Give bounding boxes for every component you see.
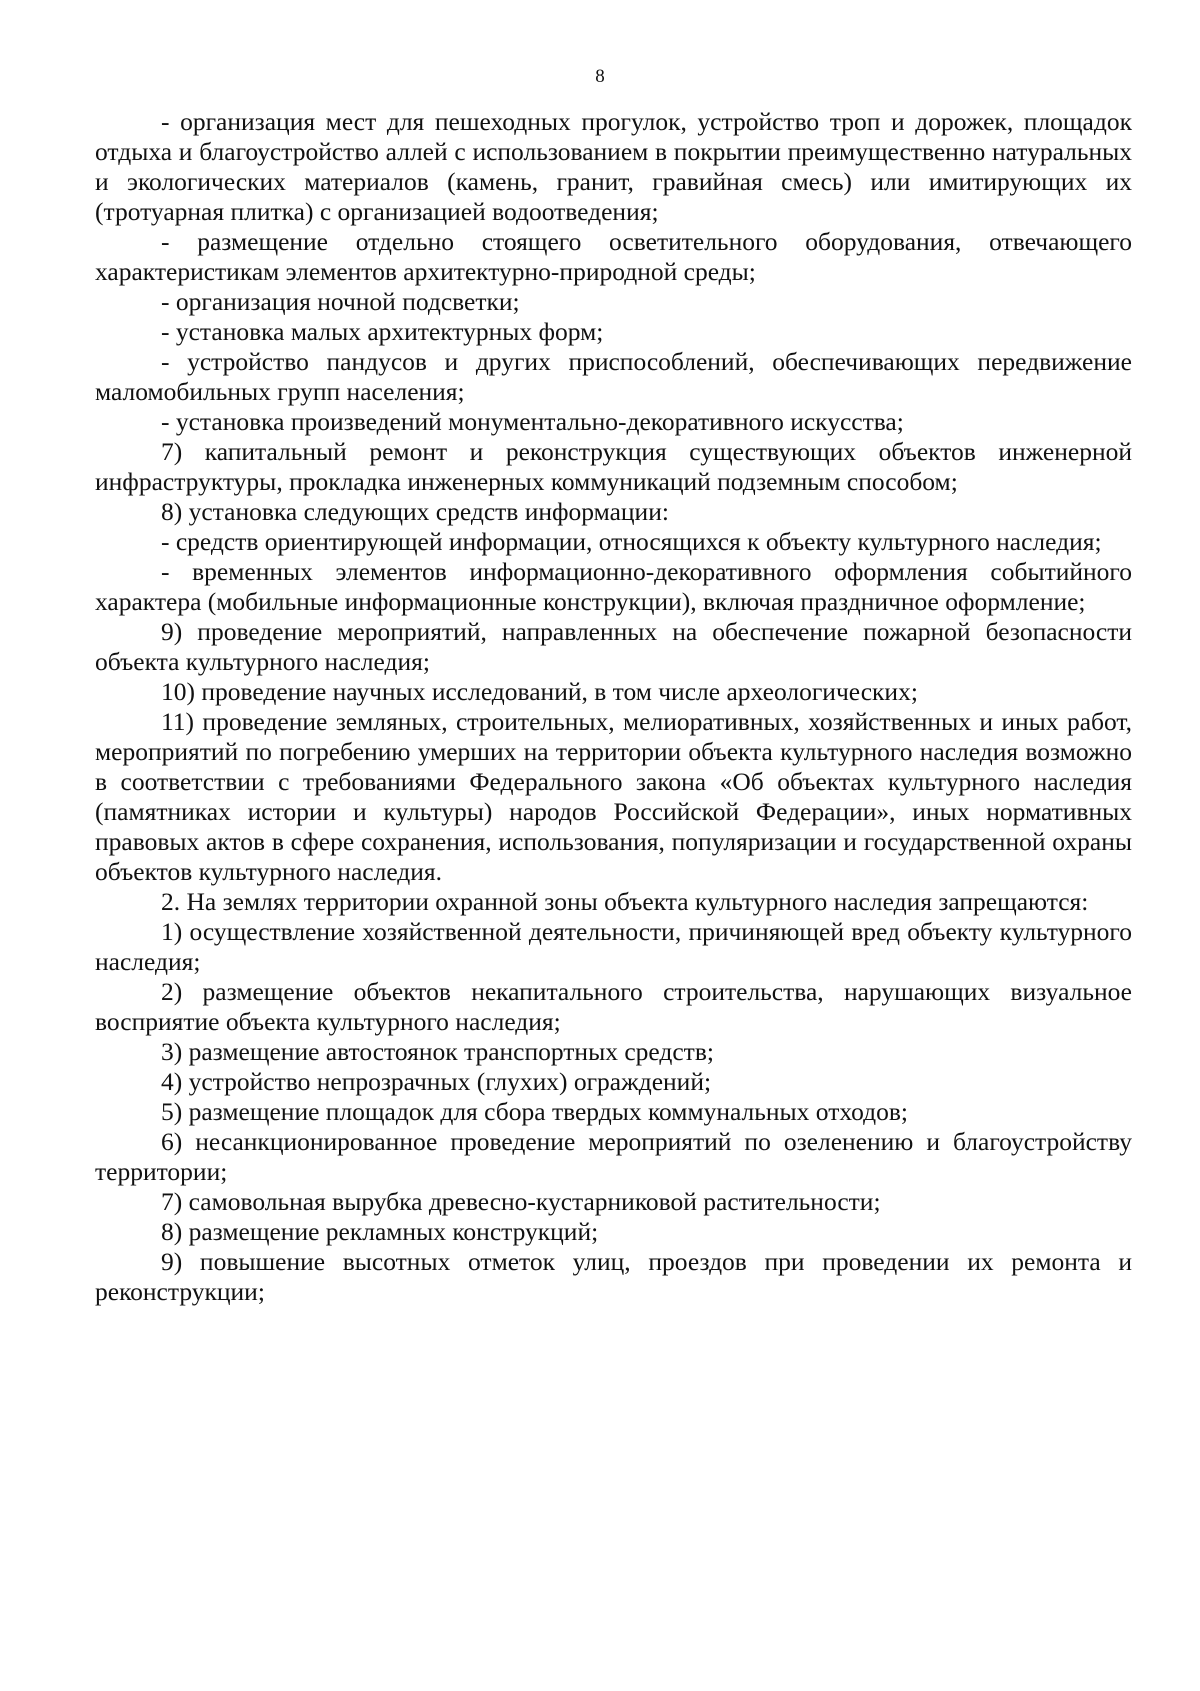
page-number: 8	[595, 66, 605, 87]
paragraph: - организация ночной подсветки;	[161, 287, 520, 316]
paragraph: 1) осуществление хозяйственной деятельности, причиняющей вред объекту культурного наследия;	[95, 917, 1132, 976]
paragraph: 6) несанкционированное проведение мероприятий по озеленению и благоустройству территории;	[95, 1127, 1132, 1186]
paragraph: 8) размещение рекламных конструкций;	[161, 1217, 599, 1246]
paragraph: 3) размещение автостоянок транспортных средств;	[161, 1037, 714, 1066]
paragraph: 11) проведение земляных, строительных, мелиоративных, хозяйственных и иных работ, мероприятий по погребению умерших на территории объекта культурного наследия возможно в соответствии с требованиями Федерального закона «Об объектах культурного наследия (памятниках истории и культуры) народов Российской Федерации», иных нормативных правовых актов в сфере сохранения, использования, популяризации и государственной охраны объектов культурного наследия.	[95, 707, 1132, 886]
paragraph: - устройство пандусов и других приспособлений, обеспечивающих передвижение маломобильных групп населения;	[95, 347, 1132, 406]
paragraph: - установка малых архитектурных форм;	[161, 317, 604, 346]
paragraph: 7) самовольная вырубка древесно-кустарниковой растительности;	[161, 1187, 881, 1216]
paragraph: - размещение отдельно стоящего осветительного оборудования, отвечающего характеристикам элементов архитектурно-природной среды;	[95, 227, 1132, 286]
paragraph: 2) размещение объектов некапитального строительства, нарушающих визуальное восприятие объекта культурного наследия;	[95, 977, 1132, 1036]
paragraph: 7) капитальный ремонт и реконструкция существующих объектов инженерной инфраструктуры, прокладка инженерных коммуникаций подземным способом;	[95, 437, 1132, 496]
paragraph: 4) устройство непрозрачных (глухих) ограждений;	[161, 1067, 712, 1096]
paragraph: 5) размещение площадок для сбора твердых коммунальных отходов;	[161, 1097, 908, 1126]
paragraph: - установка произведений монументально-декоративного искусства;	[161, 407, 904, 436]
paragraph: - средств ориентирующей информации, относящихся к объекту культурного наследия;	[161, 527, 1102, 556]
paragraph: 9) повышение высотных отметок улиц, проездов при проведении их ремонта и реконструкции;	[95, 1247, 1132, 1306]
paragraph: 10) проведение научных исследований, в том числе археологических;	[161, 677, 918, 706]
paragraph: - организация мест для пешеходных прогулок, устройство троп и дорожек, площадок отдыха и благоустройство аллей с использованием в покрытии преимущественно натуральных и экологических материалов (камень, гранит, гравийная смесь) или имитирующих их (тротуарная плитка) с организацией водоотведения;	[95, 107, 1132, 226]
paragraph: 9) проведение мероприятий, направленных на обеспечение пожарной безопасности объекта культурного наследия;	[95, 617, 1132, 676]
paragraph: 8) установка следующих средств информации:	[161, 497, 669, 526]
document-body	[95, 107, 1132, 1307]
paragraph: 2. На землях территории охранной зоны объекта культурного наследия запрещаются:	[161, 887, 1089, 916]
paragraph: - временных элементов информационно-декоративного оформления событийного характера (мобильные информационные конструкции), включая праздничное оформление;	[95, 557, 1132, 616]
